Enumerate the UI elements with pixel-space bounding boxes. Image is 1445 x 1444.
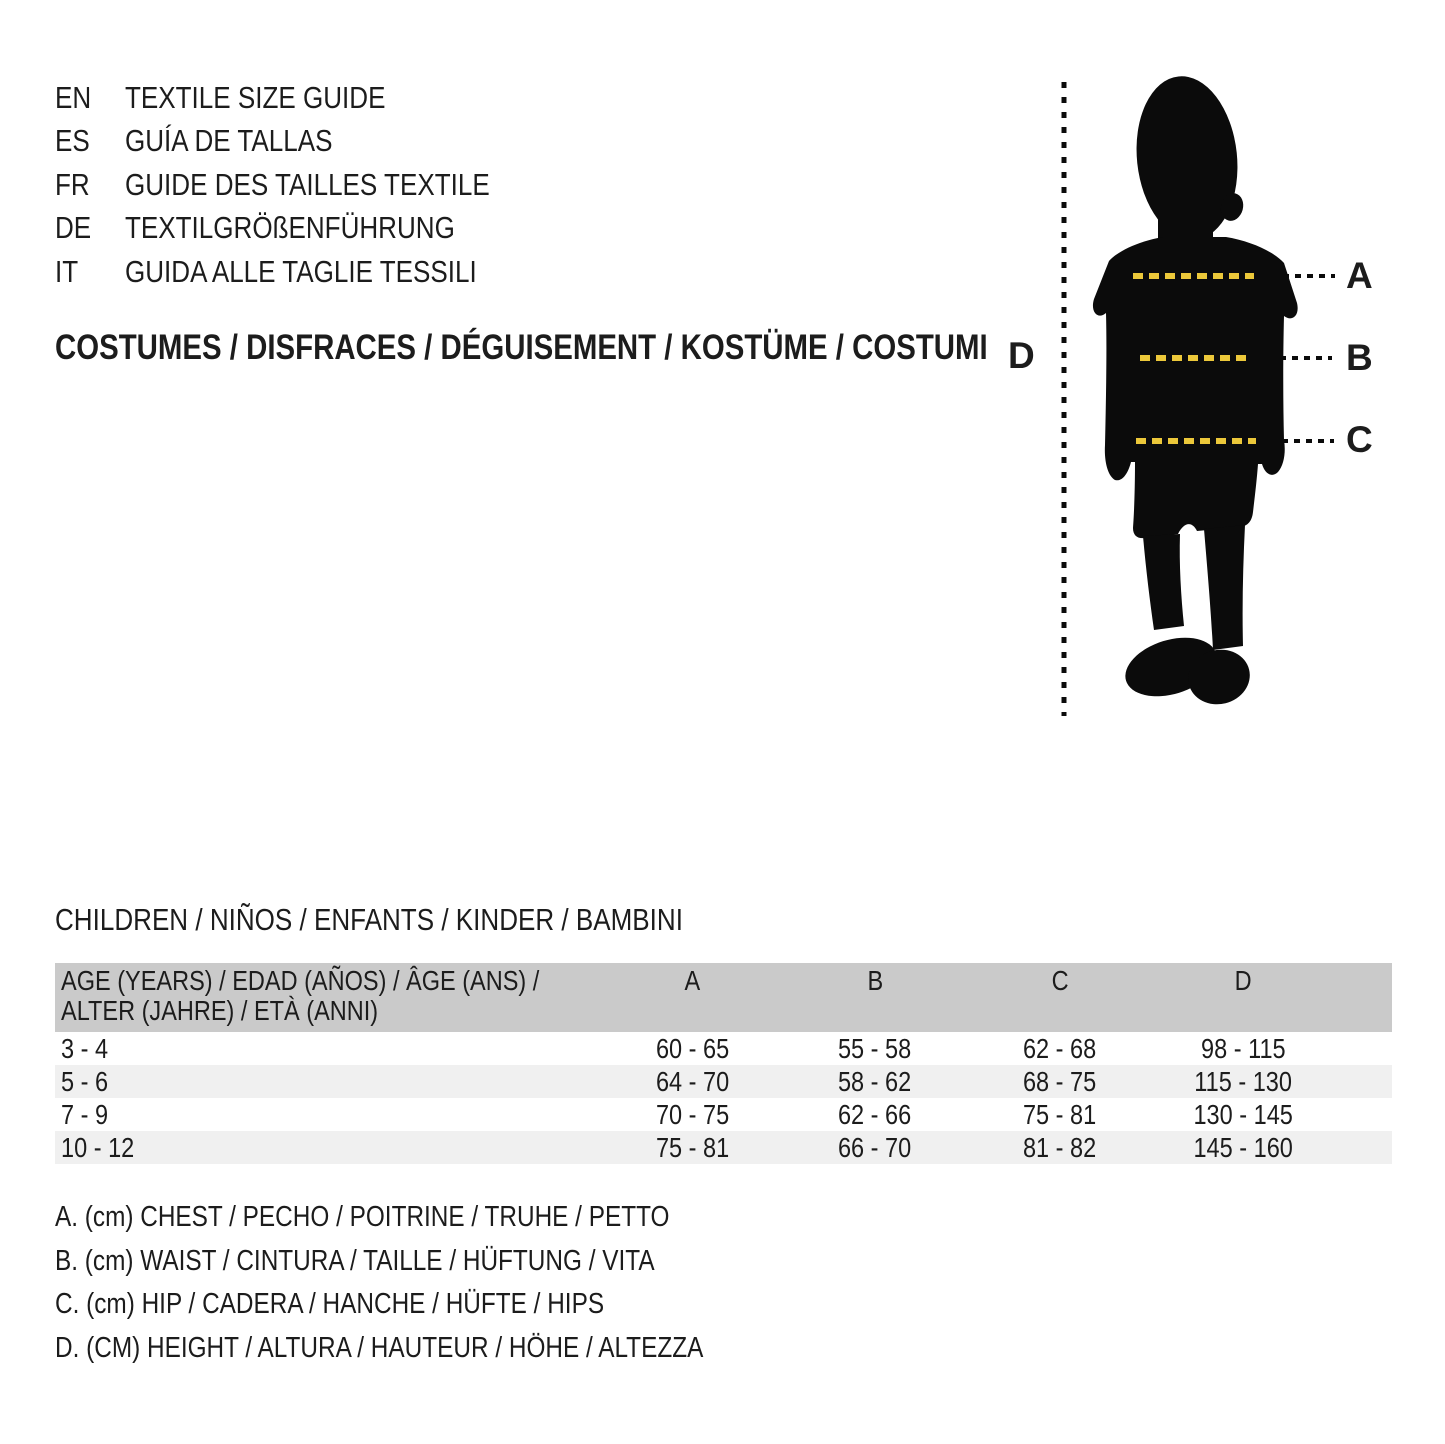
waist-label-b: B xyxy=(1346,337,1373,378)
size-table xyxy=(55,963,1392,1164)
guide-title-de: TEXTILGRÖßENFÜHRUNG xyxy=(125,210,455,246)
waist-range: 55 - 58 xyxy=(838,1033,912,1064)
chest-label-a: A xyxy=(1346,255,1373,296)
table-row xyxy=(55,1065,1392,1098)
age-range: 7 - 9 xyxy=(61,1099,109,1130)
measurement-legend xyxy=(55,1196,827,1370)
height-range: 98 - 115 xyxy=(1201,1033,1286,1064)
lang-code: ES xyxy=(55,123,90,159)
right-leg-shape xyxy=(1204,525,1245,650)
lang-row-en xyxy=(55,76,559,120)
left-leg-shape xyxy=(1143,534,1184,630)
guide-title-it: GUIDA ALLE TAGLIE TESSILI xyxy=(125,253,477,289)
legend-chest: A. (cm) CHEST / PECHO / POITRINE / TRUHE / PETTO xyxy=(55,1201,670,1234)
table-row xyxy=(55,1098,1392,1131)
waist-range: 58 - 62 xyxy=(838,1066,912,1097)
chest-range: 60 - 65 xyxy=(655,1033,730,1064)
age-range: 10 - 12 xyxy=(61,1132,135,1163)
hip-label-c: C xyxy=(1346,419,1373,460)
height-range: 145 - 160 xyxy=(1193,1132,1294,1163)
guide-title-en: TEXTILE SIZE GUIDE xyxy=(125,79,386,115)
lang-row-de xyxy=(55,207,559,251)
table-header-row xyxy=(55,963,1392,1032)
age-range: 5 - 6 xyxy=(61,1066,109,1097)
chest-range: 75 - 81 xyxy=(655,1132,730,1163)
height-range: 115 - 130 xyxy=(1194,1066,1293,1097)
column-header-d: D xyxy=(1234,965,1252,996)
column-header-b: B xyxy=(867,965,883,996)
waist-range: 62 - 66 xyxy=(838,1099,912,1130)
hip-range: 68 - 75 xyxy=(1023,1066,1097,1097)
height-label-d: D xyxy=(1008,335,1035,376)
legend-waist: B. (cm) WAIST / CINTURA / TAILLE / HÜFTUNG / VITA xyxy=(55,1244,655,1277)
age-range: 3 - 4 xyxy=(61,1033,109,1064)
guide-title-fr: GUIDE DES TAILLES TEXTILE xyxy=(125,166,490,202)
column-header-c: C xyxy=(1051,965,1069,996)
language-title-list xyxy=(55,76,559,294)
child-silhouette-graphic xyxy=(1000,60,1420,740)
lang-row-es xyxy=(55,120,559,164)
waist-range: 66 - 70 xyxy=(838,1132,912,1163)
column-header-a: A xyxy=(684,965,701,996)
table-row xyxy=(55,1131,1392,1164)
table-row xyxy=(55,1032,1392,1065)
child-silhouette xyxy=(1093,71,1298,710)
lang-code: EN xyxy=(55,79,92,115)
legend-hip: C. (cm) HIP / CADERA / HANCHE / HÜFTE / HIPS xyxy=(55,1288,605,1321)
lang-row-fr xyxy=(55,163,559,207)
legend-height: D. (CM) HEIGHT / ALTURA / HAUTEUR / HÖHE / ALTEZZA xyxy=(55,1331,704,1364)
hip-range: 81 - 82 xyxy=(1023,1132,1097,1163)
category-title: COSTUMES / DISFRACES / DÉGUISEMENT / KOSTÜME / COSTUMI xyxy=(55,328,988,367)
lang-code: FR xyxy=(55,166,90,202)
table-section-title: CHILDREN / NIÑOS / ENFANTS / KINDER / BAMBINI xyxy=(55,902,683,937)
hip-range: 75 - 81 xyxy=(1023,1099,1097,1130)
chest-range: 64 - 70 xyxy=(655,1066,730,1097)
lang-code: DE xyxy=(55,210,92,246)
age-column-header: AGE (YEARS) / EDAD (AÑOS) / ÂGE (ANS) / ALTER (JAHRE) / ETÀ (ANNI) xyxy=(61,965,540,1026)
lang-row-it xyxy=(55,250,559,294)
lang-code: IT xyxy=(55,253,79,289)
torso-shorts-shape xyxy=(1093,237,1298,538)
guide-title-es: GUÍA DE TALLAS xyxy=(125,123,333,159)
chest-range: 70 - 75 xyxy=(655,1099,730,1130)
height-range: 130 - 145 xyxy=(1193,1099,1294,1130)
hip-range: 62 - 68 xyxy=(1023,1033,1097,1064)
